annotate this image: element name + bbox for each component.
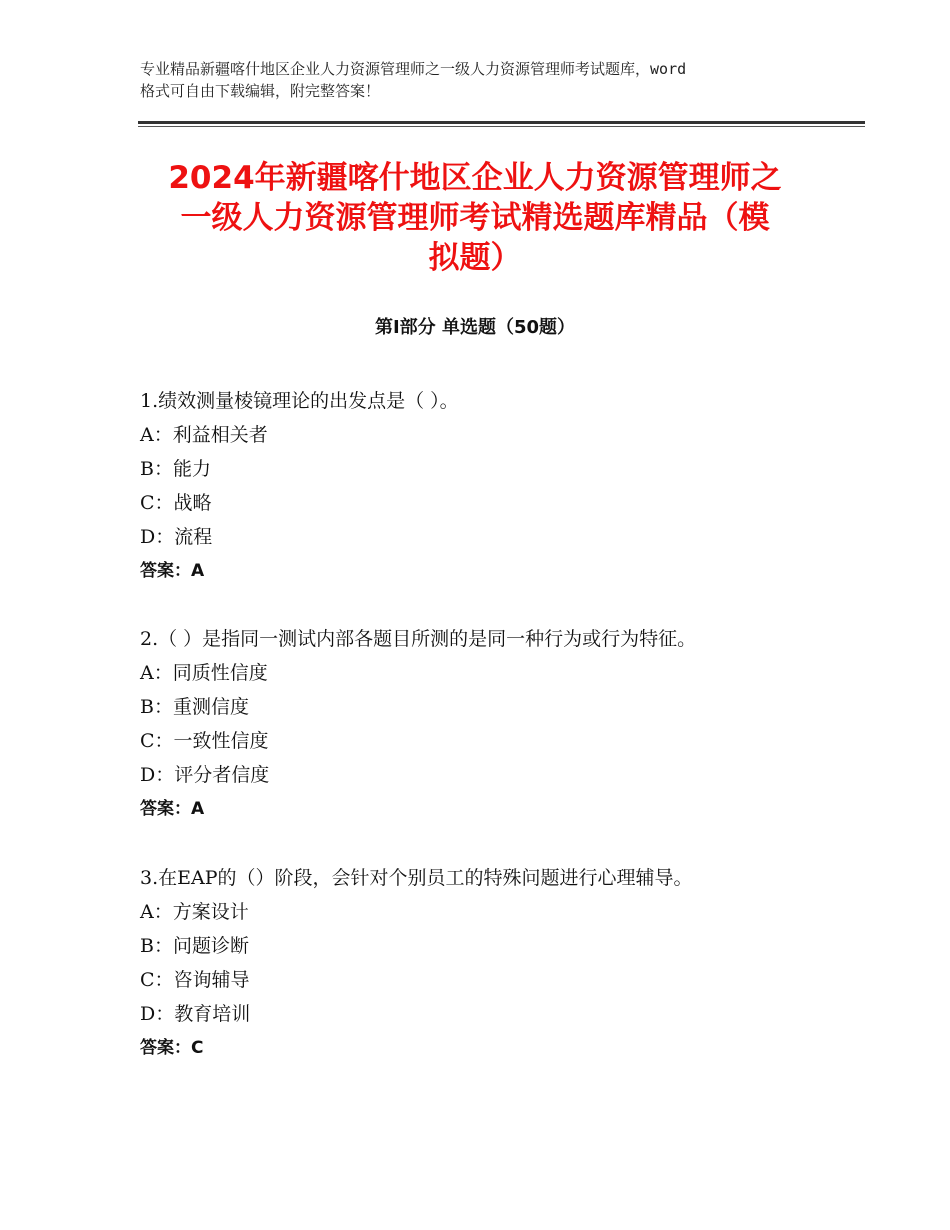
option-b: B：能力 <box>140 458 211 480</box>
question-1 <box>140 384 840 588</box>
question-stem: 1.绩效测量棱镜理论的出发点是（ ）。 <box>140 390 459 412</box>
answer-line: 答案：A <box>140 799 205 819</box>
document-title-line-3: 拟题） <box>428 240 522 276</box>
option-d: D：流程 <box>140 526 213 548</box>
option-d: D：评分者信度 <box>140 764 270 786</box>
document-title <box>110 158 840 278</box>
option-c: C：咨询辅导 <box>140 969 250 991</box>
option-a: A：同质性信度 <box>140 662 268 684</box>
question-stem: 3.在EAP的（）阶段，会针对个别员工的特殊问题进行心理辅导。 <box>140 867 693 889</box>
header-note-line-2: 格式可自由下载编辑，附完整答案！ <box>140 82 381 100</box>
header-divider-thick <box>138 121 865 124</box>
option-b: B：问题诊断 <box>140 935 249 957</box>
document-title-line-1: 2024年新疆喀什地区企业人力资源管理师之 <box>168 160 782 196</box>
header-note-line-1: 专业精品新疆喀什地区企业人力资源管理师之一级人力资源管理师考试题库，word <box>140 60 687 78</box>
answer-line: 答案：C <box>140 1038 204 1058</box>
question-stem: 2.（ ）是指同一测试内部各题目所测的是同一种行为或行为特征。 <box>140 628 697 650</box>
question-3 <box>140 861 840 1065</box>
option-b: B：重测信度 <box>140 696 249 718</box>
header-divider-thin <box>138 126 865 127</box>
header-note <box>140 58 830 102</box>
option-c: C：一致性信度 <box>140 730 269 752</box>
option-a: A：利益相关者 <box>140 424 268 446</box>
option-d: D：教育培训 <box>140 1003 251 1025</box>
section-heading: 第Ⅰ部分 单选题（50题） <box>374 317 575 338</box>
option-c: C：战略 <box>140 492 212 514</box>
question-2 <box>140 622 840 826</box>
option-a: A：方案设计 <box>140 901 249 923</box>
answer-line: 答案：A <box>140 561 205 581</box>
document-title-line-2: 一级人力资源管理师考试精选题库精品（模 <box>180 200 770 236</box>
